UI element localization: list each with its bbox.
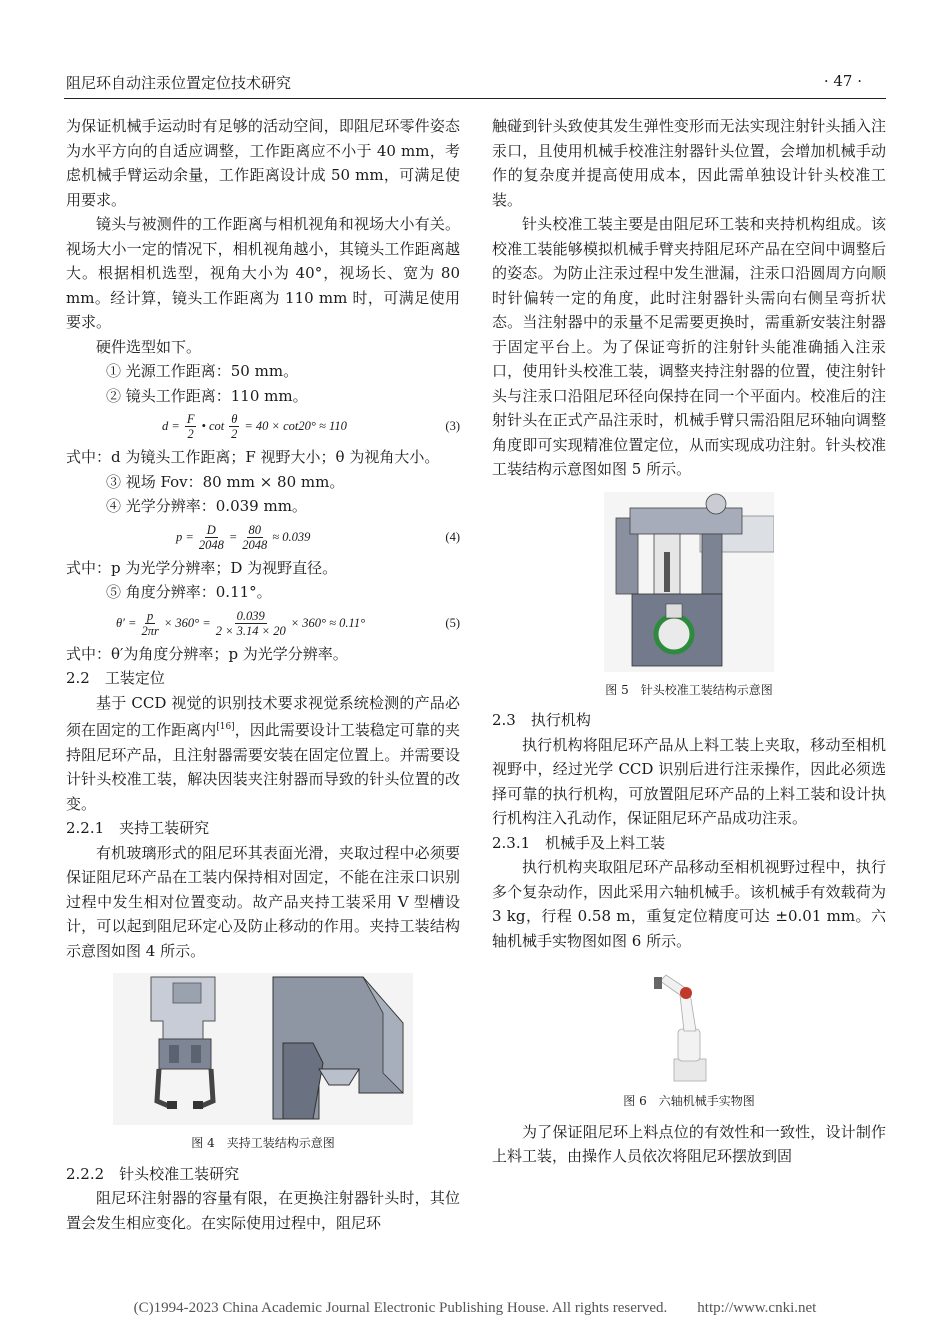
paragraph: 硬件选型如下。 (96, 337, 202, 356)
left-column (66, 114, 460, 1235)
paragraph (66, 691, 460, 817)
fraction (242, 523, 267, 552)
paragraph: 式中：p 为光学分辨率；D 为视野直径。 (66, 558, 338, 577)
paragraph: 式中：θ′为角度分辨率；p 为光学分辨率。 (66, 644, 348, 663)
eq-mid: × 360° = (163, 615, 211, 630)
denominator: 2 × 3.14 × 20 (215, 623, 286, 638)
section-heading: 2.3 执行机构 (492, 711, 591, 729)
numerator: F (186, 412, 195, 426)
numerator: 0.039 (236, 608, 265, 623)
eq-lhs: d = (162, 419, 180, 434)
eq-rhs: ≈ 0.039 (272, 529, 311, 544)
equation-number: (5) (445, 615, 460, 630)
fraction (199, 523, 224, 552)
eq-lhs: θ′ = (116, 615, 137, 630)
list-item: ⑤ 角度分辨率：0.11°。 (106, 583, 272, 601)
fraction (229, 412, 239, 441)
paragraph: 镜头与被测件的工作距离与相机视角和视场大小有关。视场大小一定的情况下，相机视角越小，其镜头工作距离越大。根据相机选型，视角大小为 40°，视场长、宽为 80 mm。经计算，镜头工作距离为 110 mm 时，可满足使用要求。 (66, 215, 460, 331)
denominator: 2πr (141, 623, 159, 638)
eq-lhs: p = (176, 529, 194, 544)
paragraph-text: 基于 CCD 视觉的识别技术要求视觉系统检测的产品必须在固定的工作距离内 (66, 693, 460, 739)
section-heading: 2.2.1 夹持工装研究 (66, 819, 210, 837)
figure-caption: 图 6 六轴机械手实物图 (623, 1094, 755, 1108)
eq-mid: • cot (201, 419, 225, 434)
section-heading: 2.2.2 针头校准工装研究 (66, 1164, 240, 1183)
eq-rhs: × 360° ≈ 0.11° (290, 615, 366, 630)
figure-4-clamp-fixture (113, 973, 413, 1125)
denominator: 2048 (242, 537, 268, 552)
equation-number: (4) (445, 529, 460, 544)
paragraph: 为了保证阻尼环上料点位的有效性和一致性，设计制作上料工装，由操作人员依次将阻尼环摆放到固 (492, 1122, 886, 1165)
numerator: 80 (248, 522, 261, 537)
figure-caption: 图 5 针头校准工装结构示意图 (605, 682, 773, 697)
numerator: p (147, 608, 154, 623)
paragraph: 针头校准工装主要是由阻尼环工装和夹持机构组成。该校准工装能够模拟机械手臂夹持阻尼环产品在空间中调整后的姿态。为防止注汞过程中发生泄漏，注汞口沿圆周方向顺时针偏转一定的角度，此时注射器针头需向右侧呈弯折状态。当注射器中的汞量不足需要更换时，需重新安装注射器于固定平台上。为了保证弯折的注射针头能准确插入注汞口，使用针头校准工装，调整夹持注射器的位置，使注射针头与注汞口沿阻尼环径向保持在同一个平面内。校准后的注射针头在正式产品注汞时，机械手臂只需沿阻尼环轴向调整角度即可实现精准位置定位，从而实现成功注射。针头校准工装结构示意图如图 5 所示。 (492, 215, 886, 478)
denominator: 2 (231, 427, 238, 441)
paragraph: 阻尼环注射器的容量有限，在更换注射器针头时，其位置会发生相应变化。在实际使用过程中，阻尼环 (66, 1189, 460, 1232)
paragraph: 执行机构夹取阻尼环产品移动至相机视野过程中，执行多个复杂动作，因此采用六轴机械手。该机械手有效载荷为 3 kg，行程 0.58 m，重复定位精度可达 ±0.01 mm。六轴机械手实物图如图 6 所示。 (492, 858, 886, 950)
page-number: · 47 · (823, 72, 862, 90)
paragraph: 触碰到针头致使其发生弹性变形而无法实现注射针头插入注汞口，且使用机械手校准注射器针头位置，会增加机械手动作的复杂度并提高使用成本，因此需单独设计针头校准工装。 (492, 117, 886, 209)
numerator: D (206, 522, 216, 537)
section-heading: 2.2 工装定位 (66, 669, 165, 687)
fraction (216, 609, 286, 638)
section-heading: 2.3.1 机械手及上料工装 (492, 833, 666, 852)
copyright-footer: (C)1994-2023 China Academic Journal Electronic Publishing House. All rights reserved. http://www.cnki.net (133, 1300, 817, 1316)
equation-5 (66, 609, 460, 638)
paragraph: 执行机构将阻尼环产品从上料工装上夹取，移动至相机视野中，经过光学 CCD 识别后进行注汞操作，因此必须选择可靠的执行机构，可放置阻尼环产品的上料工装和设计执行机构注入孔动作，保证阻尼环产品成功注汞。 (492, 735, 886, 827)
equation-3 (66, 412, 460, 441)
figure-6-six-axis-robot-photo (644, 963, 734, 1083)
equation-4 (66, 523, 460, 552)
paragraph: 为保证机械手运动时有足够的活动空间，即阻尼环零件姿态为水平方向的自适应调整，工作距离应不小于 40 mm，考虑机械手臂运动余量，工作距离设计成 50 mm，可满足使用要求。 (66, 117, 460, 209)
list-item: ① 光源工作距离：50 mm。 (106, 362, 299, 380)
fraction (141, 609, 158, 638)
fraction (185, 412, 197, 441)
paragraph-text: ，因此需要设计工装稳定可靠的夹持阻尼环产品，且注射器需要安装在固定位置上。并需要设计针头校准工装，解决因装夹注射器而导致的针头位置的改变。 (66, 721, 460, 813)
list-item: ④ 光学分辨率：0.039 mm。 (106, 497, 307, 515)
figure-5-needle-calibration-fixture (604, 492, 774, 672)
running-title: 阻尼环自动注汞位置定位技术研究 (66, 74, 292, 92)
list-item: ② 镜头工作距离：110 mm。 (106, 386, 308, 405)
header-rule (64, 98, 886, 99)
paragraph: 有机玻璃形式的阻尼环其表面光滑，夹取过程中必须要保证阻尼环产品在工装内保持相对固定，不能在注汞口识别过程中发生相对位置变动。故产品夹持工装采用 V 型槽设计，可以起到阻尼环定心及防止移动的作用。夹持工装结构示意图如图 4 所示。 (66, 843, 460, 960)
numerator: θ (231, 412, 238, 426)
eq-rhs: = 40 × cot20° ≈ 110 (244, 419, 347, 434)
citation: [16] (216, 722, 235, 732)
right-column (492, 114, 886, 1169)
denominator: 2 (187, 427, 194, 441)
denominator: 2048 (198, 537, 224, 552)
equation-number: (3) (445, 419, 460, 434)
figure-caption: 图 4 夹持工装结构示意图 (191, 1136, 335, 1150)
paragraph: 式中：d 为镜头工作距离；F 视野大小；θ 为视角大小。 (66, 448, 440, 466)
eq-mid: = (228, 529, 238, 544)
list-item: ③ 视场 Fov：80 mm × 80 mm。 (106, 472, 345, 491)
